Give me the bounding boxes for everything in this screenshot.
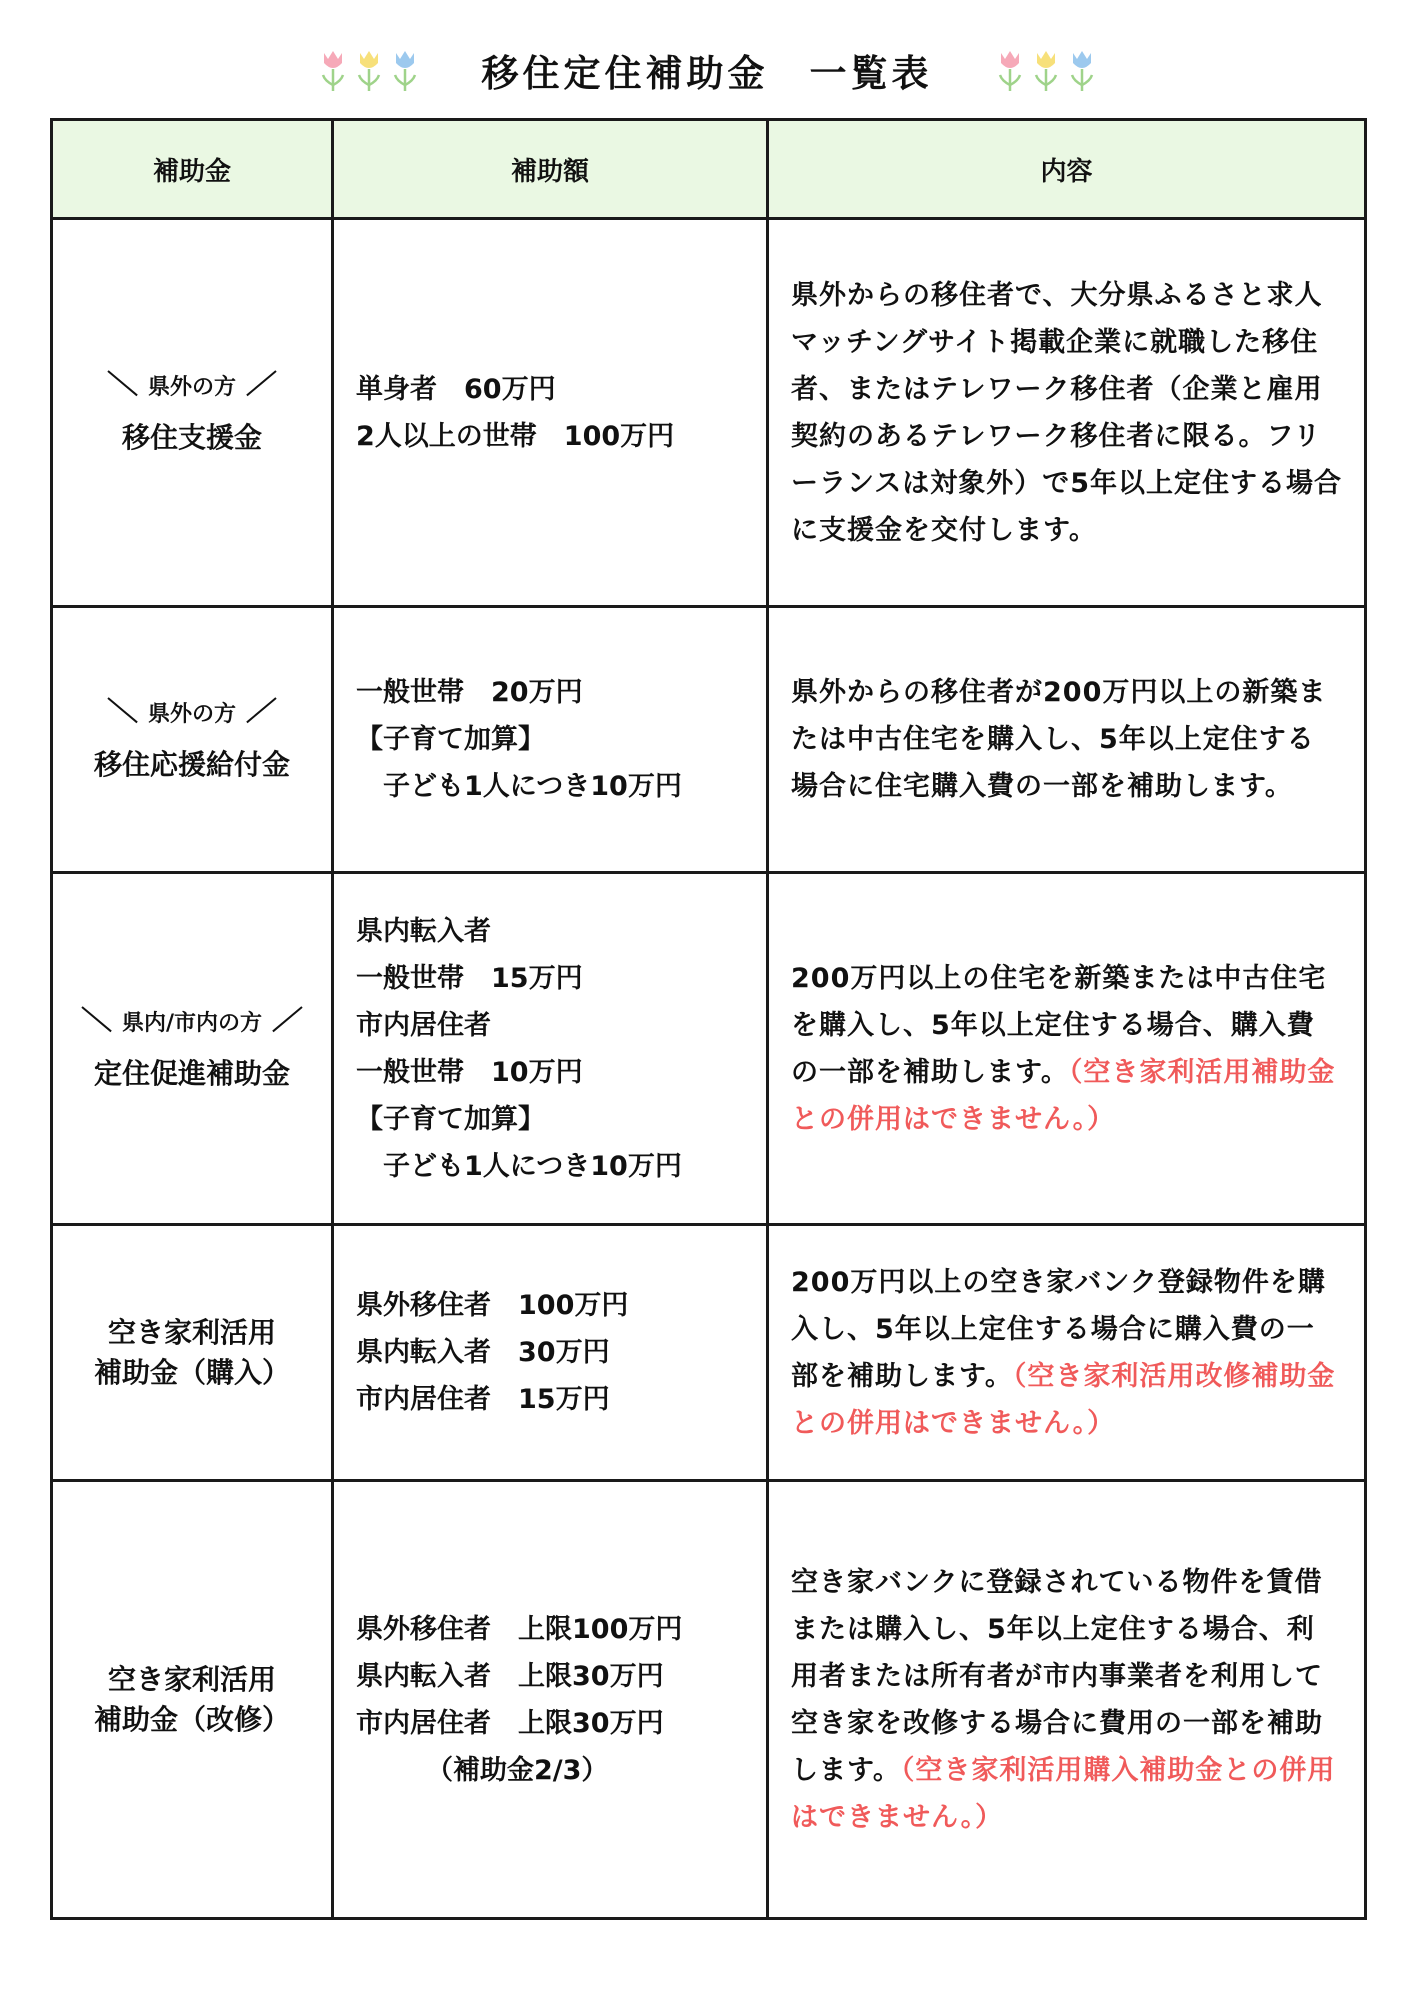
subsidy-name: 空き家利活用 xyxy=(107,1315,276,1349)
tulip-group-right xyxy=(993,45,1099,95)
amount-cell xyxy=(333,873,768,1225)
header-content: 内容 xyxy=(768,120,1366,219)
subsidy-name-cell xyxy=(52,1481,333,1919)
amount-cell xyxy=(333,1481,768,1919)
tulip-yellow-icon xyxy=(352,45,386,95)
tulip-pink-icon xyxy=(993,45,1027,95)
amount-line: 【子育て加算】 xyxy=(356,1103,545,1135)
header-subsidy: 補助金 xyxy=(52,120,333,219)
amount-line: 県外移住者 上限100万円 xyxy=(356,1613,683,1645)
amount-line: 県内転入者 xyxy=(356,915,491,947)
subsidy-name: 空き家利活用 xyxy=(107,1662,276,1696)
subsidy-name-cell xyxy=(52,219,333,607)
slash-right-icon xyxy=(248,373,288,403)
amount-line: 市内居住者 xyxy=(356,1009,491,1041)
exclusion-note: （空き家利活用購入補助金との併用はできません。） xyxy=(791,1754,1336,1833)
amount-cell xyxy=(333,607,768,873)
target-tag: 県外の方 xyxy=(53,368,331,408)
amount-note: （補助金2/3） xyxy=(426,1754,609,1786)
page-title: 移住定住補助金 一覧表 xyxy=(481,52,933,95)
table-row xyxy=(52,607,1366,873)
slash-right-icon xyxy=(248,700,288,730)
slash-left-icon xyxy=(70,1009,110,1039)
table-row xyxy=(52,1481,1366,1919)
amount-line: 2人以上の世帯 100万円 xyxy=(356,420,675,452)
description-cell xyxy=(768,607,1366,873)
amount-line: 市内居住者 15万円 xyxy=(356,1384,610,1415)
subsidy-name-cell xyxy=(52,607,333,873)
slash-left-icon xyxy=(96,373,136,403)
header-amount: 補助額 xyxy=(333,120,768,219)
description-text: 空き家バンクに登録されている物件を賃借または購入し、5年以上定住する場合、利用者または所有者が市内事業者を利用して空き家を改修する場合に費用の一部を補助します。 xyxy=(791,1566,1323,1786)
amount-cell xyxy=(333,1225,768,1481)
subsidy-name: 移住応援給付金 xyxy=(93,747,290,781)
table-row xyxy=(52,219,1366,607)
subsidy-table xyxy=(50,118,1367,1920)
slash-left-icon xyxy=(96,700,136,730)
amount-line: 県内転入者 30万円 xyxy=(356,1337,610,1368)
description-text: 200万円以上の空き家バンク登録物件を購入し、5年以上定住する場合に購入費の一部を補助します。 xyxy=(791,1266,1326,1392)
amount-line: 単身者 60万円 xyxy=(356,373,556,405)
table-row xyxy=(52,873,1366,1225)
amount-line: 【子育て加算】 xyxy=(356,724,545,755)
subsidy-name: 定住促進補助金 xyxy=(93,1056,290,1090)
description-text: 県外からの移住者で、大分県ふるさと求人マッチングサイト掲載企業に就職した移住者、またはテレワーク移住者（企業と雇用契約のあるテレワーク移住者に限る。フリーランスは対象外）で5年以上定住する場合に支援金を交付します。 xyxy=(791,279,1342,546)
subsidy-name: 移住支援金 xyxy=(121,420,262,454)
amount-line: 一般世帯 15万円 xyxy=(356,962,583,994)
subsidy-name: 補助金（改修） xyxy=(93,1702,290,1736)
tulip-pink-icon xyxy=(316,45,350,95)
target-tag: 県外の方 xyxy=(53,695,331,735)
subsidy-name-cell xyxy=(52,1225,333,1481)
amount-line: 県外移住者 100万円 xyxy=(356,1290,629,1321)
subsidy-name-cell xyxy=(52,873,333,1225)
table-row xyxy=(52,1225,1366,1481)
amount-line: 子ども1人につき10万円 xyxy=(356,771,682,802)
subsidy-name: 補助金（購入） xyxy=(93,1355,290,1389)
tulip-blue-icon xyxy=(1065,45,1099,95)
description-text: 県外からの移住者が200万円以上の新築または中古住宅を購入し、5年以上定住する場合に住宅購入費の一部を補助します。 xyxy=(791,677,1327,802)
amount-line: 市内居住者 上限30万円 xyxy=(356,1707,664,1739)
amount-cell xyxy=(333,219,768,607)
description-text: 200万円以上の住宅を新築または中古住宅を購入し、5年以上定住する場合、購入費の一部を補助します。 xyxy=(791,962,1327,1088)
description-cell xyxy=(768,873,1366,1225)
title-row xyxy=(0,40,1414,100)
exclusion-note: （空き家利活用補助金との併用はできません。） xyxy=(791,1056,1336,1135)
amount-line: 一般世帯 10万円 xyxy=(356,1056,583,1088)
amount-line: 子ども1人につき10万円 xyxy=(356,1150,682,1182)
slash-right-icon xyxy=(274,1009,314,1039)
description-cell xyxy=(768,1481,1366,1919)
table-header-row xyxy=(52,120,1366,219)
tulip-yellow-icon xyxy=(1029,45,1063,95)
target-tag: 県内/市内の方 xyxy=(53,1004,331,1044)
description-cell xyxy=(768,219,1366,607)
amount-line: 県内転入者 上限30万円 xyxy=(356,1660,664,1692)
exclusion-note: （空き家利活用改修補助金との併用はできません。） xyxy=(791,1360,1336,1439)
description-cell xyxy=(768,1225,1366,1481)
tulip-group-left xyxy=(316,45,422,95)
tulip-blue-icon xyxy=(388,45,422,95)
amount-line: 一般世帯 20万円 xyxy=(356,677,583,708)
